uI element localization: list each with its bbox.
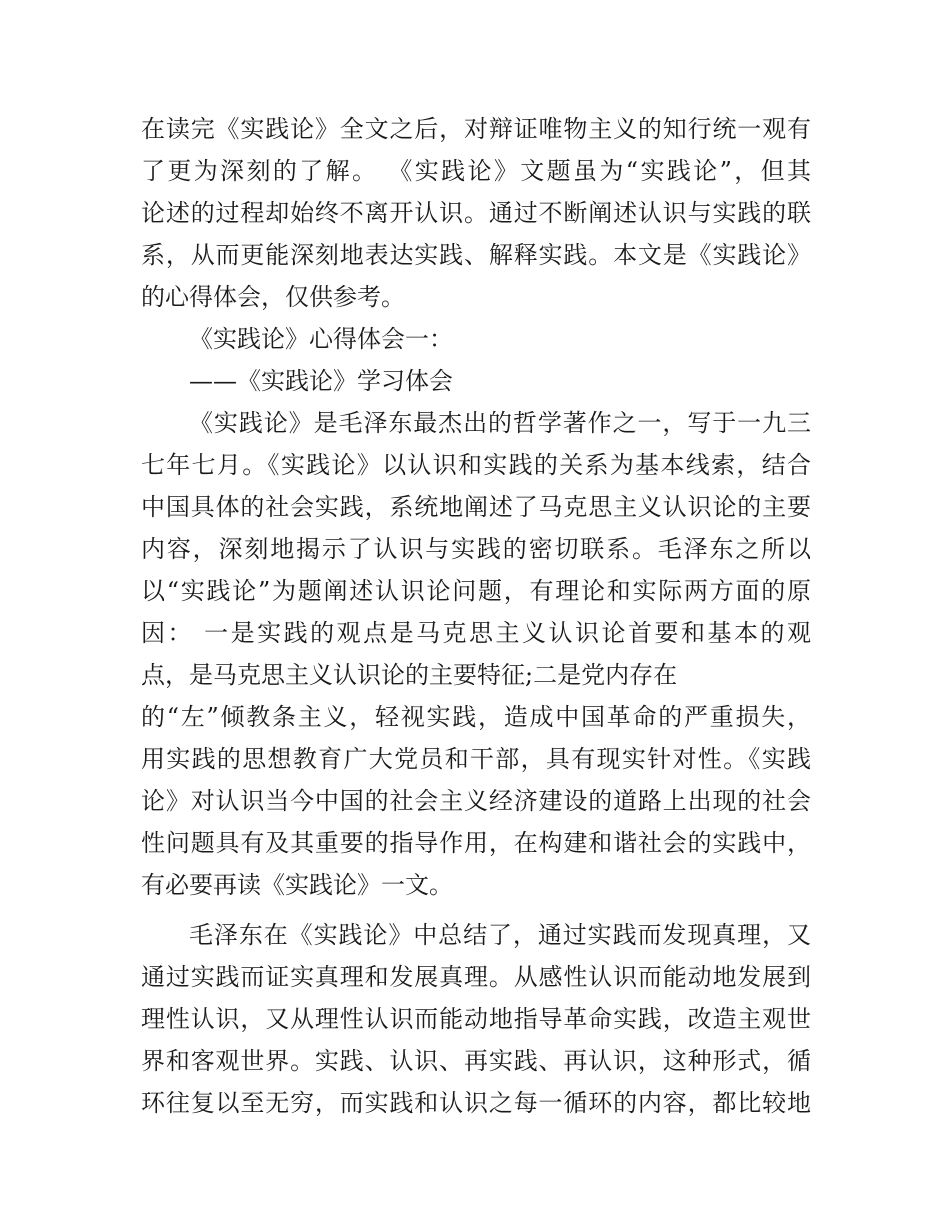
body-paragraph-2: [141, 914, 811, 1124]
text-line: 中国具体的社会实践，系统地阐述了马克思主义认识论的主要: [141, 493, 811, 521]
body-paragraph-1: [141, 402, 811, 906]
text-line: 通过实践而证实真理和发展真理。从感性认识而能动地发展到: [141, 963, 811, 991]
text-line: 了更为深刻的了解。 《实践论》文题虽为“实践论”，但其: [141, 157, 811, 185]
text-line: 界和客观世界。实践、认识、再实践、再认识，这种形式，循: [141, 1047, 811, 1075]
text-line: 点，是马克思主义认识论的主要特征;二是党内存在: [141, 661, 678, 689]
text-line: 在读完《实践论》全文之后，对辩证唯物主义的知行统一观有: [141, 115, 811, 143]
text-line: 用实践的思想教育广大党员和干部，具有现实针对性。《实践: [141, 745, 811, 773]
text-line: 的“左”倾教条主义，轻视实践，造成中国革命的严重损失，: [141, 703, 811, 731]
text-line: 性问题具有及其重要的指导作用，在构建和谐社会的实践中，: [141, 829, 811, 857]
text-line: 七年七月。《实践论》以认识和实践的关系为基本线索，结合: [141, 451, 811, 479]
section-heading: 《实践论》心得体会一：: [189, 325, 453, 353]
text-line: 以“实践论”为题阐述认识论问题，有理论和实际两方面的原: [141, 577, 811, 605]
intro-paragraph: [141, 108, 811, 318]
text-line: 《实践论》是毛泽东最杰出的哲学著作之一，写于一九三: [189, 409, 811, 437]
section-subtitle: ——《实践论》学习体会: [189, 367, 453, 395]
text-line: 有必要再读《实践论》一文。: [141, 871, 453, 899]
text-line: 环往复以至无穷，而实践和认识之每一循环的内容，都比较地: [141, 1089, 811, 1117]
text-line: 系，从而更能深刻地表达实践、解释实践。本文是《实践论》: [141, 241, 811, 269]
text-line: 的心得体会，仅供参考。: [141, 283, 405, 311]
document-body: [141, 108, 811, 1124]
text-line: 理性认识，又从理性认识而能动地指导革命实践，改造主观世: [141, 1005, 811, 1033]
text-line: 论》对认识当今中国的社会主义经济建设的道路上出现的社会: [141, 787, 811, 815]
text-line: 因： 一是实践的观点是马克思主义认识论首要和基本的观: [141, 619, 811, 647]
text-line: 论述的过程却始终不离开认识。通过不断阐述认识与实践的联: [141, 199, 811, 227]
text-line: 内容，深刻地揭示了认识与实践的密切联系。毛泽东之所以: [141, 535, 811, 563]
text-line: 毛泽东在《实践论》中总结了，通过实践而发现真理，又: [189, 921, 811, 949]
paragraph-gap: [141, 906, 811, 914]
